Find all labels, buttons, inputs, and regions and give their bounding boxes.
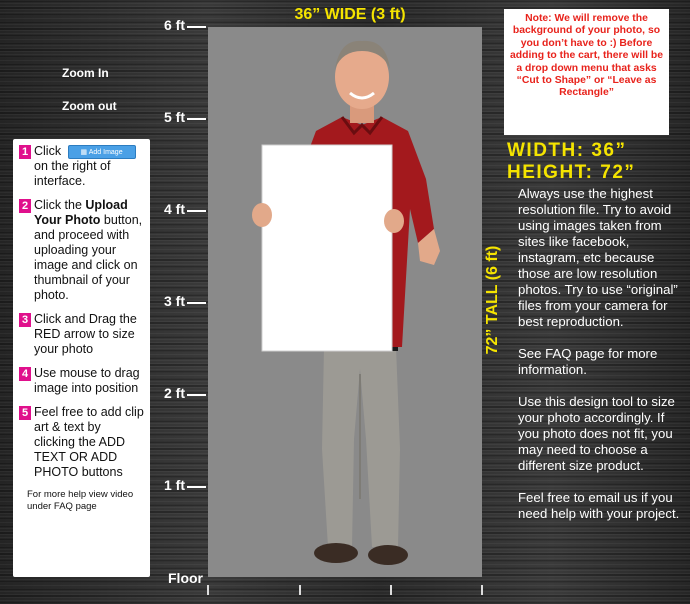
- step-text: Click and Drag the RED arrow to size your photo: [34, 312, 137, 356]
- height-label: 72” TALL (6 ft): [484, 245, 501, 355]
- bottom-tick: [299, 585, 301, 595]
- instruction-step: [19, 312, 144, 357]
- ruler-tick: [187, 118, 206, 120]
- ruler-label-4ft: 4 ft: [164, 201, 185, 217]
- bottom-tick: [207, 585, 209, 595]
- ruler-label-3ft: 3 ft: [164, 293, 185, 309]
- design-canvas[interactable]: [208, 27, 482, 577]
- step-text: Click the: [34, 198, 86, 212]
- instruction-step: [19, 144, 144, 189]
- bottom-tick: [481, 585, 483, 595]
- person-photo[interactable]: [242, 29, 452, 571]
- ruler-label-2ft: 2 ft: [164, 385, 185, 401]
- step-text: Feel free to add clip art & text by clicking the ADD TEXT OR ADD PHOTO buttons: [34, 405, 144, 479]
- width-label: 36” WIDE (3 ft): [294, 6, 406, 23]
- instruction-step: [19, 198, 144, 303]
- zoom-in-button[interactable]: Zoom In: [62, 66, 109, 80]
- more-help-text: For more help view video under FAQ page: [27, 489, 134, 512]
- ruler-tick: [187, 394, 206, 396]
- width-dimension: WIDTH: 36”: [507, 140, 627, 161]
- ruler-tick: [187, 302, 206, 304]
- step-number-badge: 2: [19, 199, 31, 213]
- ruler-label-5ft: 5 ft: [164, 109, 185, 125]
- resolution-tip: Always use the highest resolution file. Try to avoid using images taken from sites like facebook, instagram, etc because those are low resolution photos. Try to use “original” files from your camera for best reproduction.: [518, 186, 678, 329]
- step-number-badge: 1: [19, 145, 31, 159]
- step-text: on the right of interface.: [34, 159, 111, 188]
- add-image-label: Add Image: [88, 148, 123, 156]
- step-number-badge: 5: [19, 406, 31, 420]
- zoom-out-button[interactable]: Zoom out: [62, 99, 117, 113]
- image-icon: ▦: [80, 148, 88, 156]
- faq-tip: See FAQ page for more information.: [518, 346, 658, 377]
- sizing-tip: Use this design tool to size your photo accordingly. If you photo does not fit, you may need to choose a different size product.: [518, 394, 675, 473]
- floor-label: Floor: [168, 570, 203, 586]
- ruler-tick: [187, 486, 206, 488]
- bottom-tick: [390, 585, 392, 595]
- step-number-badge: 4: [19, 367, 31, 381]
- instruction-step: [19, 366, 144, 396]
- info-panel: [518, 186, 688, 538]
- step-text: button, and proceed with uploading your image and click on thumbnail of your photo.: [34, 213, 143, 302]
- height-dimension: HEIGHT: 72”: [507, 162, 636, 183]
- instructions-panel: [13, 139, 150, 577]
- ruler-label-6ft: 6 ft: [164, 17, 185, 33]
- ruler-tick: [187, 26, 206, 28]
- ruler-tick: [187, 210, 206, 212]
- instruction-step: [19, 405, 144, 480]
- step-text: Use mouse to drag image into position: [34, 366, 140, 395]
- email-tip: Feel free to email us if you need help with your project.: [518, 490, 680, 521]
- step-text: Click: [34, 144, 62, 158]
- dimensions-block: [507, 140, 635, 184]
- ruler-label-1ft: 1 ft: [164, 477, 185, 493]
- background-removal-note: Note: We will remove the background of your photo, so you don’t have to :) Before adding to the cart, there will be a drop down menu that asks “Cut to Shape” or “Leave as Rectangle”: [504, 9, 669, 135]
- step-emphasis: Upload Your Photo: [34, 198, 128, 227]
- add-image-button[interactable]: [68, 145, 136, 159]
- step-number-badge: 3: [19, 313, 31, 327]
